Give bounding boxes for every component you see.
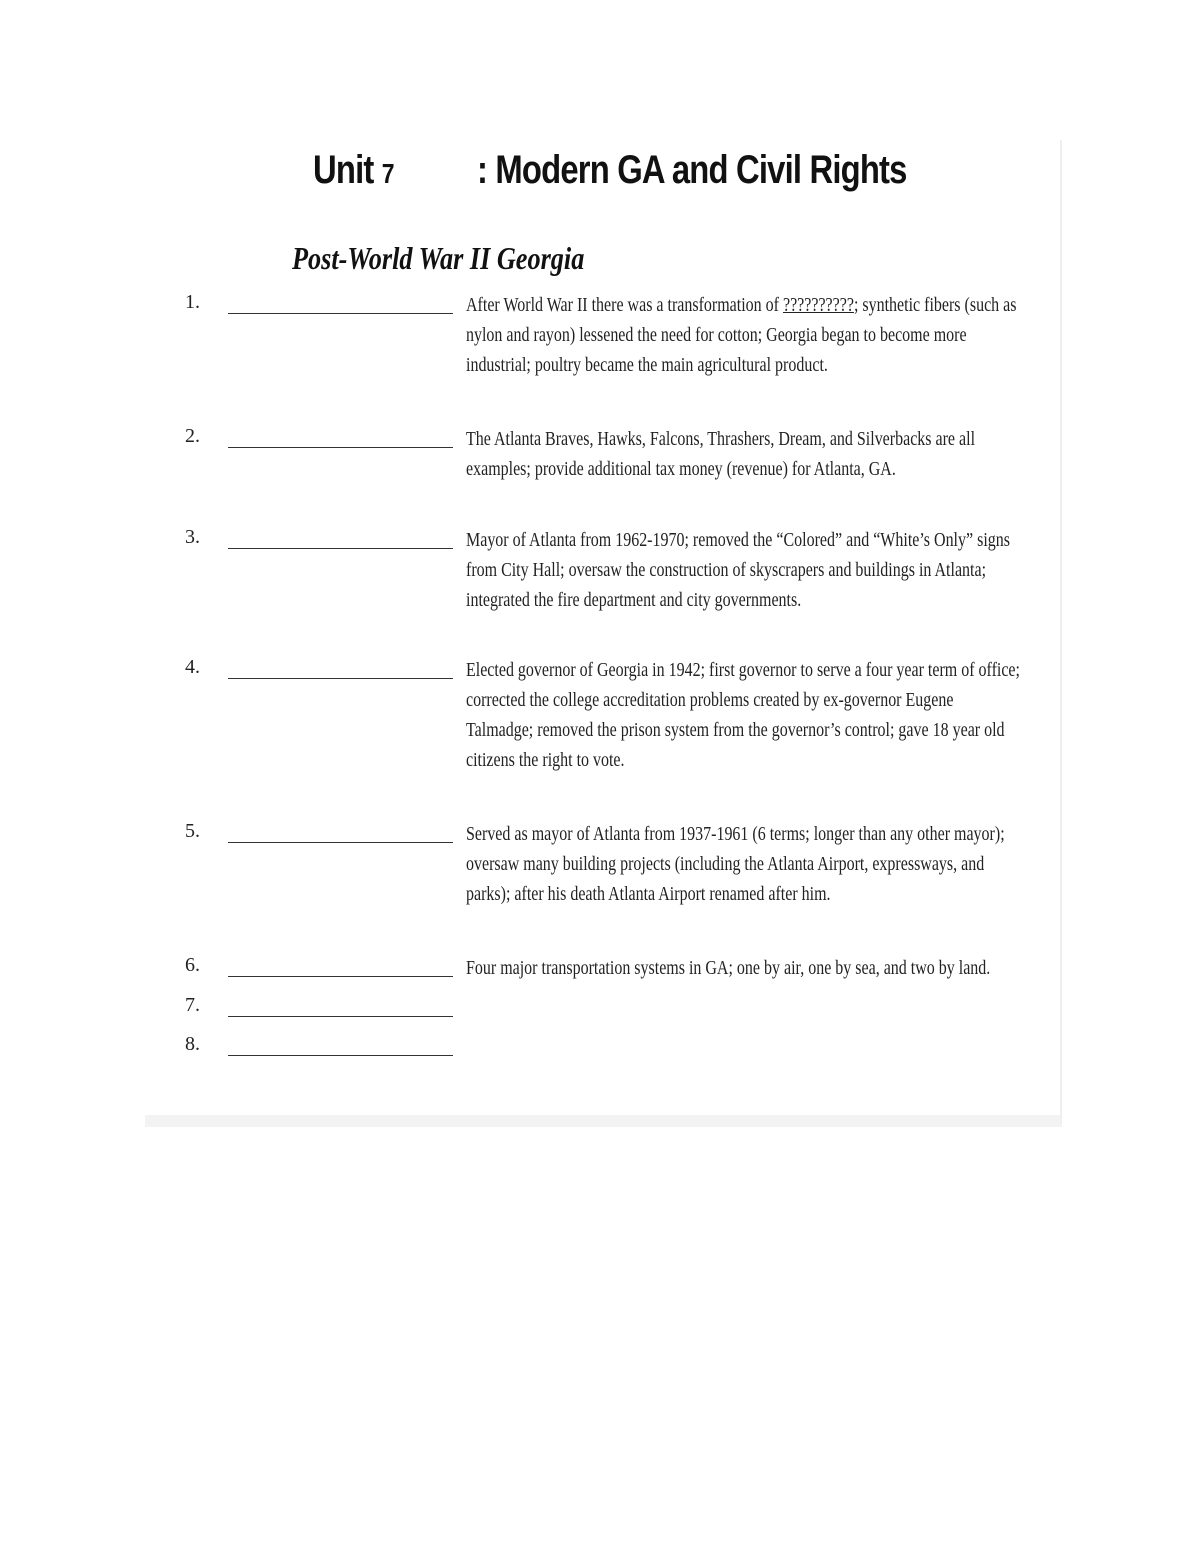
clue-text-after: ; synthetic fibers (such as nylon and rayon) lessened the need for cotton; Georgia began to become more industrial; poultry became the main agricultural product. — [466, 295, 1017, 376]
question-number: 6. — [185, 954, 200, 976]
question-number: 4. — [185, 656, 200, 678]
clue-text-before: After World War II there was a transformation of — [466, 295, 783, 316]
answer-blank-7[interactable] — [228, 1016, 453, 1017]
unit-title: : Modern GA and Civil Rights — [477, 148, 907, 192]
question-clue: Elected governor of Georgia in 1942; first governor to serve a four year term of office; corrected the college accreditation problems created by ex-governor Eugene Talmadge; removed the prison system from the governor’s control; gave 18 year old citizens the right to vote. — [466, 660, 1020, 771]
answer-blank-3[interactable] — [228, 548, 453, 549]
answer-blank-2[interactable] — [228, 447, 453, 448]
unit-word: Unit — [313, 148, 374, 192]
answer-blank-1[interactable] — [228, 313, 453, 314]
unit-number: 7 — [381, 158, 394, 189]
question-clue — [466, 291, 1024, 381]
answer-blank-5[interactable] — [228, 842, 453, 843]
question-number: 5. — [185, 820, 200, 842]
question-number: 3. — [185, 526, 200, 548]
question-number: 7. — [185, 994, 200, 1016]
question-number: 8. — [185, 1033, 200, 1055]
question-number: 2. — [185, 425, 200, 447]
page-title — [313, 148, 907, 193]
section-title: Post-World War II Georgia — [292, 240, 585, 276]
clue-blank: ?????????? — [782, 295, 854, 316]
answer-blank-8[interactable] — [228, 1055, 453, 1056]
answer-blank-4[interactable] — [228, 678, 453, 679]
question-clue: Mayor of Atlanta from 1962-1970; removed the “Colored” and “White’s Only” signs from City Hall; oversaw the construction of skyscrapers and buildings in Atlanta; integrated the fire department and city governments. — [466, 530, 1010, 611]
answer-blank-6[interactable] — [228, 976, 453, 977]
question-clue: Served as mayor of Atlanta from 1937-1961 (6 terms; longer than any other mayor); oversaw many building projects (including the Atlanta Airport, expressways, and parks); after his death Atlanta Airport renamed after him. — [466, 824, 1005, 905]
question-clue: Four major transportation systems in GA; one by air, one by sea, and two by land. — [466, 958, 991, 979]
question-number: 1. — [185, 291, 200, 313]
question-clue: The Atlanta Braves, Hawks, Falcons, Thrashers, Dream, and Silverbacks are all examples; provide additional tax money (revenue) for Atlanta, GA. — [466, 429, 976, 480]
unit-label — [313, 148, 477, 193]
